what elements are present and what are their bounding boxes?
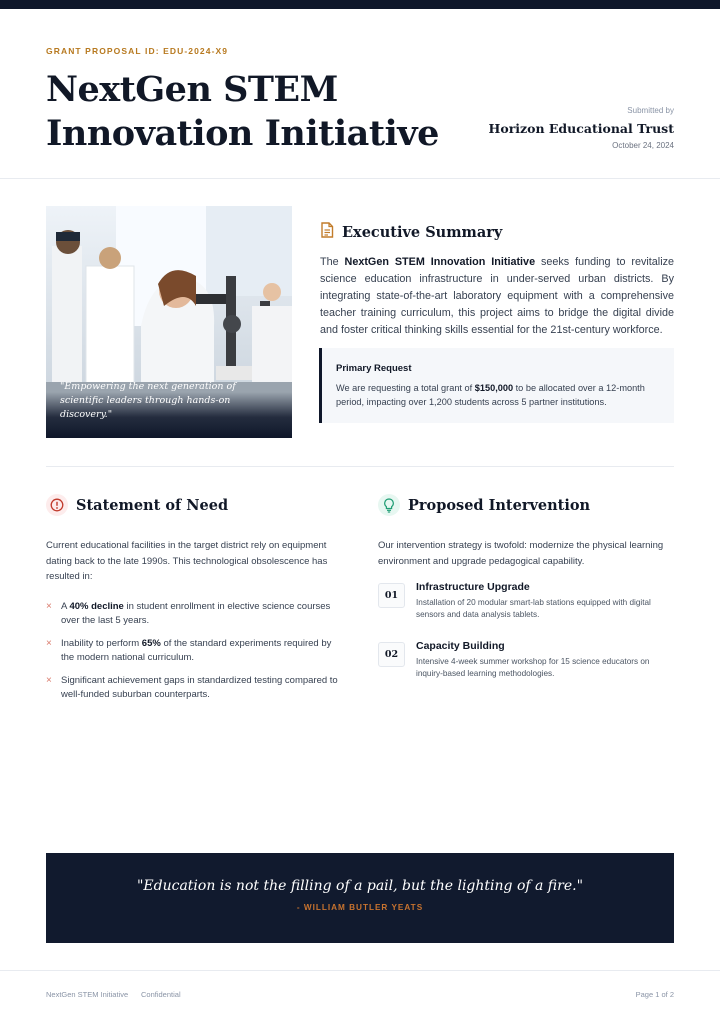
intervention-item — [378, 640, 674, 680]
submission-info — [489, 106, 674, 150]
proposal-id: GRANT PROPOSAL ID: EDU-2024-X9 — [46, 46, 229, 56]
footer-divider — [0, 970, 720, 971]
title-line-2: Innovation Initiative — [46, 113, 439, 154]
submission-date: October 24, 2024 — [612, 141, 674, 150]
list-item: × Significant achievement gaps in standardized testing compared to well-funded suburban counterparts. — [46, 674, 338, 700]
executive-summary-body: The NextGen STEM Innovation Initiative seeks funding to revitalize science education infrastructure in under-served urban districts. By integrating state-of-the-art laboratory equipment with a comprehensive teacher training curriculum, this project aims to bridge the digital divide and foster critical thinking skills essential for the 21st-century workforce. — [320, 256, 674, 336]
grant-amount: $150,000 — [474, 383, 514, 393]
need-intro: Current educational facilities in the target district rely on equipment dating back to the late 1990s. This technological obsolescence has resulted in: — [46, 540, 328, 582]
primary-request-callout — [319, 348, 674, 423]
submitted-label: Submitted by — [627, 106, 674, 115]
page-footer — [46, 990, 674, 999]
quote-author: - WILLIAM BUTLER YEATS — [296, 903, 424, 912]
document-header — [46, 46, 674, 156]
footer-confidential: Confidential — [141, 990, 181, 999]
top-accent-bar — [0, 0, 720, 9]
intervention-item — [378, 581, 674, 621]
footer-title: NextGen STEM Initiative — [46, 990, 129, 999]
header-divider — [0, 178, 720, 179]
list-item: × A 40% decline in student enrollment in elective science courses over the last 5 years. — [46, 600, 331, 626]
quote-text: "Education is not the filling of a pail, but the lighting of a fire." — [136, 878, 584, 894]
primary-request-text: We are requesting a total grant of $150,000 to be allocated over a 12-month period, impacting over 1,200 students across 5 partner institutions. — [336, 383, 645, 407]
x-icon: × — [46, 674, 52, 686]
alert-circle-icon — [46, 494, 68, 516]
hero-photo — [46, 206, 292, 438]
item-number: 02 — [378, 642, 405, 667]
initiative-name: NextGen STEM Innovation Initiative — [344, 256, 536, 268]
intervention-intro: Our intervention strategy is twofold: modernize the physical learning environment and upgrade pedagogical capability. — [378, 540, 664, 567]
page-number: Page 1 of 2 — [635, 990, 674, 999]
primary-request-title: Primary Request — [336, 363, 412, 374]
executive-summary — [320, 222, 674, 339]
title-line-1: NextGen STEM — [46, 69, 338, 110]
executive-summary-title: Executive Summary — [342, 224, 503, 241]
item-description: Intensive 4-week summer workshop for 15 science educators on inquiry-based learning methodologies. — [416, 657, 650, 678]
proposed-intervention-title: Proposed Intervention — [408, 496, 591, 514]
statement-of-need — [46, 494, 346, 711]
item-description: Installation of 20 modular smart-lab stations equipped with digital sensors and data analysis tablets. — [416, 598, 651, 619]
quote-banner — [46, 853, 674, 943]
need-list — [46, 600, 346, 703]
list-item: × Inability to perform 65% of the standard experiments required by the modern national curriculum. — [46, 637, 332, 663]
hero-caption: "Empowering the next generation of scientific leaders through hands-on discovery." — [60, 381, 236, 420]
statement-of-need-title: Statement of Need — [76, 496, 229, 514]
organization-name: Horizon Educational Trust — [488, 121, 674, 136]
proposed-intervention — [378, 494, 674, 680]
lightbulb-icon — [378, 494, 400, 516]
item-title: Capacity Building — [416, 640, 505, 652]
x-icon: × — [46, 600, 52, 612]
section-divider — [46, 466, 674, 467]
item-number: 01 — [378, 583, 405, 608]
x-icon: × — [46, 637, 52, 649]
item-title: Infrastructure Upgrade — [416, 581, 530, 593]
document-icon — [320, 222, 334, 243]
